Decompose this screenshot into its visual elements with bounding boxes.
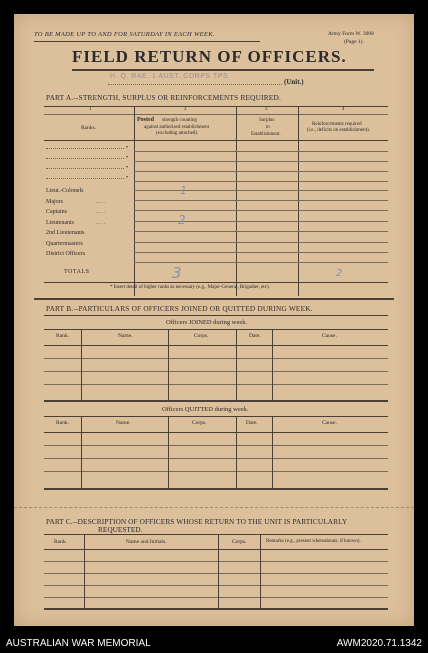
quitted-col-cause: Cause. <box>322 420 337 426</box>
joined-col-rank: Rank. <box>56 333 69 339</box>
joined-header-rule <box>44 345 388 346</box>
part-a-header-rule <box>44 140 388 141</box>
joined-title-rule <box>44 329 388 330</box>
asterisk-mark: • <box>126 165 129 171</box>
quitted-col-name: Name. <box>116 420 131 426</box>
pencil-mark-reinf: 2 <box>336 268 343 279</box>
part-a-row-rule <box>134 171 388 172</box>
quitted-col-corps: Corps. <box>192 420 207 426</box>
part-a-row-rule <box>134 262 388 263</box>
rank-blank-line <box>46 148 124 149</box>
col-posted-line3: (excluding attached). <box>156 131 199 136</box>
joined-col-line <box>272 329 273 400</box>
part-c-col-line <box>218 534 219 608</box>
part-a-top-rule <box>44 106 388 107</box>
joined-col-cause: Cause. <box>322 333 337 339</box>
col-posted-bold: Posted <box>137 117 154 123</box>
part-b-heading: PART B.--PARTICULARS OF OFFICERS JOINED OR QUITTED DURING WEEK. <box>46 304 313 313</box>
part-c-row-rule <box>44 585 388 586</box>
quitted-title-rule <box>44 416 388 417</box>
quitted-col-date: Date. <box>246 420 258 426</box>
joined-row-rule <box>44 371 388 372</box>
form-paper <box>14 14 414 626</box>
pencil-mark-lt-col: 1 <box>180 184 187 197</box>
part-a-col-line-1 <box>134 106 135 296</box>
col-number-rule <box>44 114 388 115</box>
part-c-col-line <box>84 534 85 608</box>
quitted-col-line <box>236 416 237 488</box>
quitted-row-rule <box>44 471 388 472</box>
col-number-3: 3 <box>265 107 268 112</box>
part-c-row-rule <box>44 573 388 574</box>
col-reinf-1: Reinforcements required <box>312 122 362 127</box>
part-c-row-rule <box>44 597 388 598</box>
rank-blank-line <box>46 178 124 179</box>
page-number: (Page 1). <box>344 39 364 45</box>
fold-line <box>14 507 414 508</box>
rank-2nd-lieutenants: 2nd Lieutenants <box>46 230 85 236</box>
joined-col-date: Date. <box>249 333 261 339</box>
part-a-row-rule <box>134 210 388 211</box>
col-surplus-1: Surplus <box>259 118 275 123</box>
col-reinf-2: (i.e., deficits on establishment). <box>307 128 370 133</box>
rank-majors: Majors <box>46 199 63 205</box>
col-posted-line1: strength counting <box>162 118 197 123</box>
joined-title: Officers JOINED during week. <box>166 319 248 326</box>
part-c-heading-1: PART C.--DESCRIPTION OF OFFICERS WHOSE RETURN TO THE UNIT IS PARTICULARLY <box>46 517 348 526</box>
pencil-mark-captains: 2 <box>178 213 186 227</box>
rank-lieut-colonels: Lieut.-Colonels <box>46 188 84 194</box>
rank-dots: ... .. <box>96 199 105 205</box>
quitted-col-line <box>81 416 82 488</box>
joined-col-line <box>168 329 169 400</box>
asterisk-mark: • <box>126 155 129 161</box>
col-surplus-2: to <box>266 125 270 130</box>
col-ranks-header: Ranks. <box>81 125 97 131</box>
form-title: FIELD RETURN OF OFFICERS. <box>72 47 347 66</box>
part-a-row-rule <box>134 190 388 191</box>
asterisk-mark: • <box>126 175 129 181</box>
part-c-col-rank: Rank. <box>54 539 67 545</box>
rank-dots: ... .. <box>96 220 105 226</box>
part-a-col-line-2 <box>236 106 237 296</box>
joined-row-rule <box>44 358 388 359</box>
unit-label: (Unit.) <box>284 78 304 86</box>
quitted-bottom-rule <box>44 488 388 490</box>
part-a-row-rule <box>134 231 388 232</box>
part-c-col-corps: Corps. <box>232 539 247 545</box>
joined-row-rule <box>44 384 388 385</box>
rank-blank-line <box>46 158 124 159</box>
col-surplus-3: Establishment. <box>251 132 281 137</box>
part-a-row-rule <box>134 200 388 201</box>
quitted-col-line <box>272 416 273 488</box>
col-number-4: 4 <box>342 107 345 112</box>
quitted-col-rank: Rank. <box>56 420 69 426</box>
accession-number: AWM2020.71.1342 <box>336 638 422 649</box>
rank-blank-line <box>46 168 124 169</box>
part-a-row-rule <box>134 252 388 253</box>
part-c-header-rule <box>44 549 388 550</box>
part-c-bottom-rule <box>44 608 388 610</box>
part-a-footnote: * Insert detail of higher ranks as necessary (e.g., Major-General, Brigadier, etc). <box>110 285 270 290</box>
rank-quartermasters: Quartermasters <box>46 241 83 247</box>
quitted-col-line <box>168 416 169 488</box>
part-a-row-rule <box>134 161 388 162</box>
part-a-col-line-3 <box>298 106 299 296</box>
unit-stamp: H. Q. RAE. 1 AUST. CORPS TPS <box>110 73 229 80</box>
title-underline <box>72 69 374 71</box>
col-number-2: 2 <box>184 107 187 112</box>
part-a-row-rule <box>134 242 388 243</box>
part-c-heading-2: REQUESTED. <box>98 525 143 534</box>
archive-caption-bar <box>0 627 428 653</box>
quitted-row-rule <box>44 445 388 446</box>
asterisk-mark: • <box>126 145 129 151</box>
totals-label: TOTALS <box>64 269 90 275</box>
quitted-row-rule <box>44 458 388 459</box>
part-a-row-rule <box>134 221 388 222</box>
joined-col-line <box>236 329 237 400</box>
part-c-col-name: Name and Initials. <box>126 539 167 545</box>
joined-col-corps: Corps. <box>194 333 209 339</box>
joined-col-line <box>81 329 82 400</box>
part-a-row-rule <box>134 181 388 182</box>
joined-col-name: Name. <box>118 333 133 339</box>
section-divider <box>34 298 394 300</box>
unit-dotted-line <box>108 84 282 85</box>
quitted-header-rule <box>44 432 388 433</box>
part-c-row-rule <box>44 561 388 562</box>
army-form-number: Army Form W. 3008 <box>328 31 374 37</box>
part-c-col-remarks: Remarks (e.g., present whereabouts, if known). <box>266 539 361 544</box>
part-a-bottom-rule <box>44 282 388 283</box>
part-c-col-line <box>260 534 261 608</box>
part-b-top-rule <box>44 315 388 316</box>
rank-district-officers: District Officers <box>46 251 86 257</box>
col-number-1: 1 <box>89 107 92 112</box>
archive-name: AUSTRALIAN WAR MEMORIAL <box>6 638 151 649</box>
pencil-mark-totals: 3 <box>172 264 182 282</box>
rank-dots: ... .. <box>96 209 105 215</box>
rank-captains: Captains <box>46 209 67 215</box>
col-posted-line2: against authorised establishment <box>144 125 209 130</box>
joined-bottom-rule <box>44 400 388 402</box>
instruction-underline <box>34 41 260 42</box>
quitted-title: Officers QUITTED during week. <box>162 406 249 413</box>
instruction-text: TO BE MADE UP TO AND FOR SATURDAY IN EACH WEEK. <box>34 31 215 38</box>
part-a-row-rule <box>134 151 388 152</box>
part-a-heading: PART A.--STRENGTH, SURPLUS OR REINFORCEMENTS REQUIRED. <box>46 93 281 102</box>
rank-lieutenants: Lieutenants <box>46 220 74 226</box>
part-c-top-rule <box>44 534 388 535</box>
